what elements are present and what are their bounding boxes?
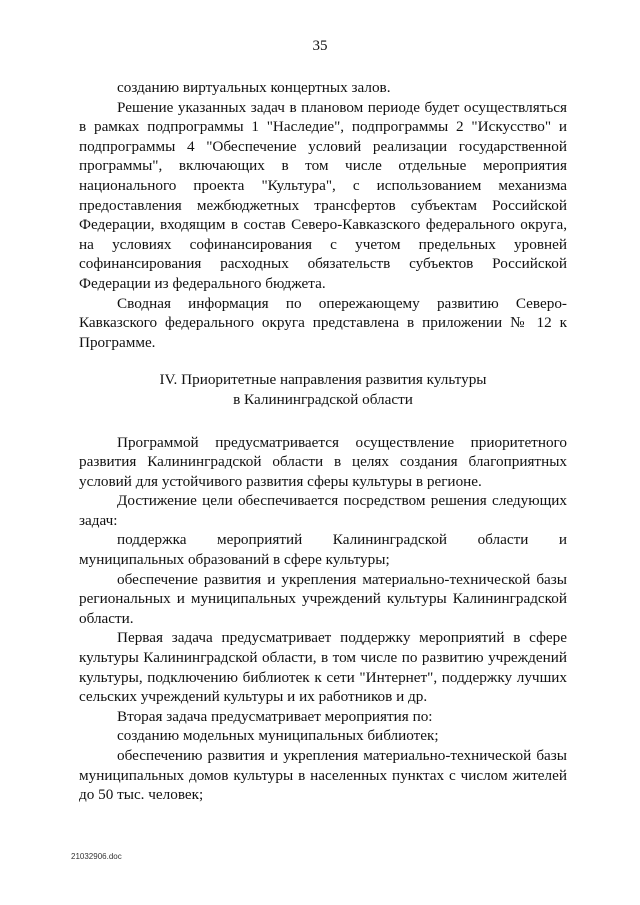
paragraph: обеспечение развития и укрепления материально-технической базы региональных и муниципальных учреждений культуры Калининградской области. [79, 570, 567, 627]
paragraph: Первая задача предусматривает поддержку мероприятий в сфере культуры Калининградской области, в том числе по развитию учреждений культуры, подключению библиотек к сети "Интернет", поддержку лучших сельских учреждений культуры и их работников и др. [79, 629, 567, 706]
paragraph: созданию виртуальных концертных залов. [117, 79, 391, 96]
paragraph: Достижение цели обеспечивается посредством решения следующих задач: [79, 492, 567, 529]
page-number: 35 [312, 38, 328, 54]
document-body [79, 78, 567, 805]
section-heading-line: IV. Приоритетные направления развития культуры [159, 371, 487, 389]
document-file-code: 21032906.doc [71, 852, 122, 861]
paragraph: созданию модельных муниципальных библиотек; [117, 727, 439, 745]
section-heading [79, 370, 567, 409]
paragraph: Вторая задача предусматривает мероприятия по: [117, 707, 433, 725]
paragraph: Программой предусматривается осуществление приоритетного развития Калининградской области в целях создания благоприятных условий для устойчивого развития сферы культуры в регионе. [79, 433, 567, 490]
paragraph: поддержка мероприятий Калининградской области и муниципальных образований в сфере культуры; [79, 531, 567, 569]
paragraph: Сводная информация по опережающему развитию Северо-Кавказского федерального округа представлена в приложении № 12 к Программе. [79, 294, 567, 351]
paragraph: Решение указанных задач в плановом периоде будет осуществляться в рамках подпрограммы 1 "Наследие", подпрограммы 2 "Искусство" и подпрограммы 4 "Обеспечение условий реализации государственной программы", включающих в том числе отдельные мероприятия национального проекта "Культура", с использованием механизма предоставления межбюджетных трансфертов субъектам Российской Федерации, входящим в состав Северо-Кавказского федерального округа, на условиях софинансирования с учетом предельных уровней софинансирования расходных обязательств субъектов Российской Федерации из федерального бюджета. [79, 98, 567, 292]
section-heading-line: в Калининградской области [233, 390, 413, 408]
paragraph: обеспечению развития и укрепления материально-технической базы муниципальных домов культуры в населенных пунктах с числом жителей до 50 тыс. человек; [79, 747, 567, 804]
